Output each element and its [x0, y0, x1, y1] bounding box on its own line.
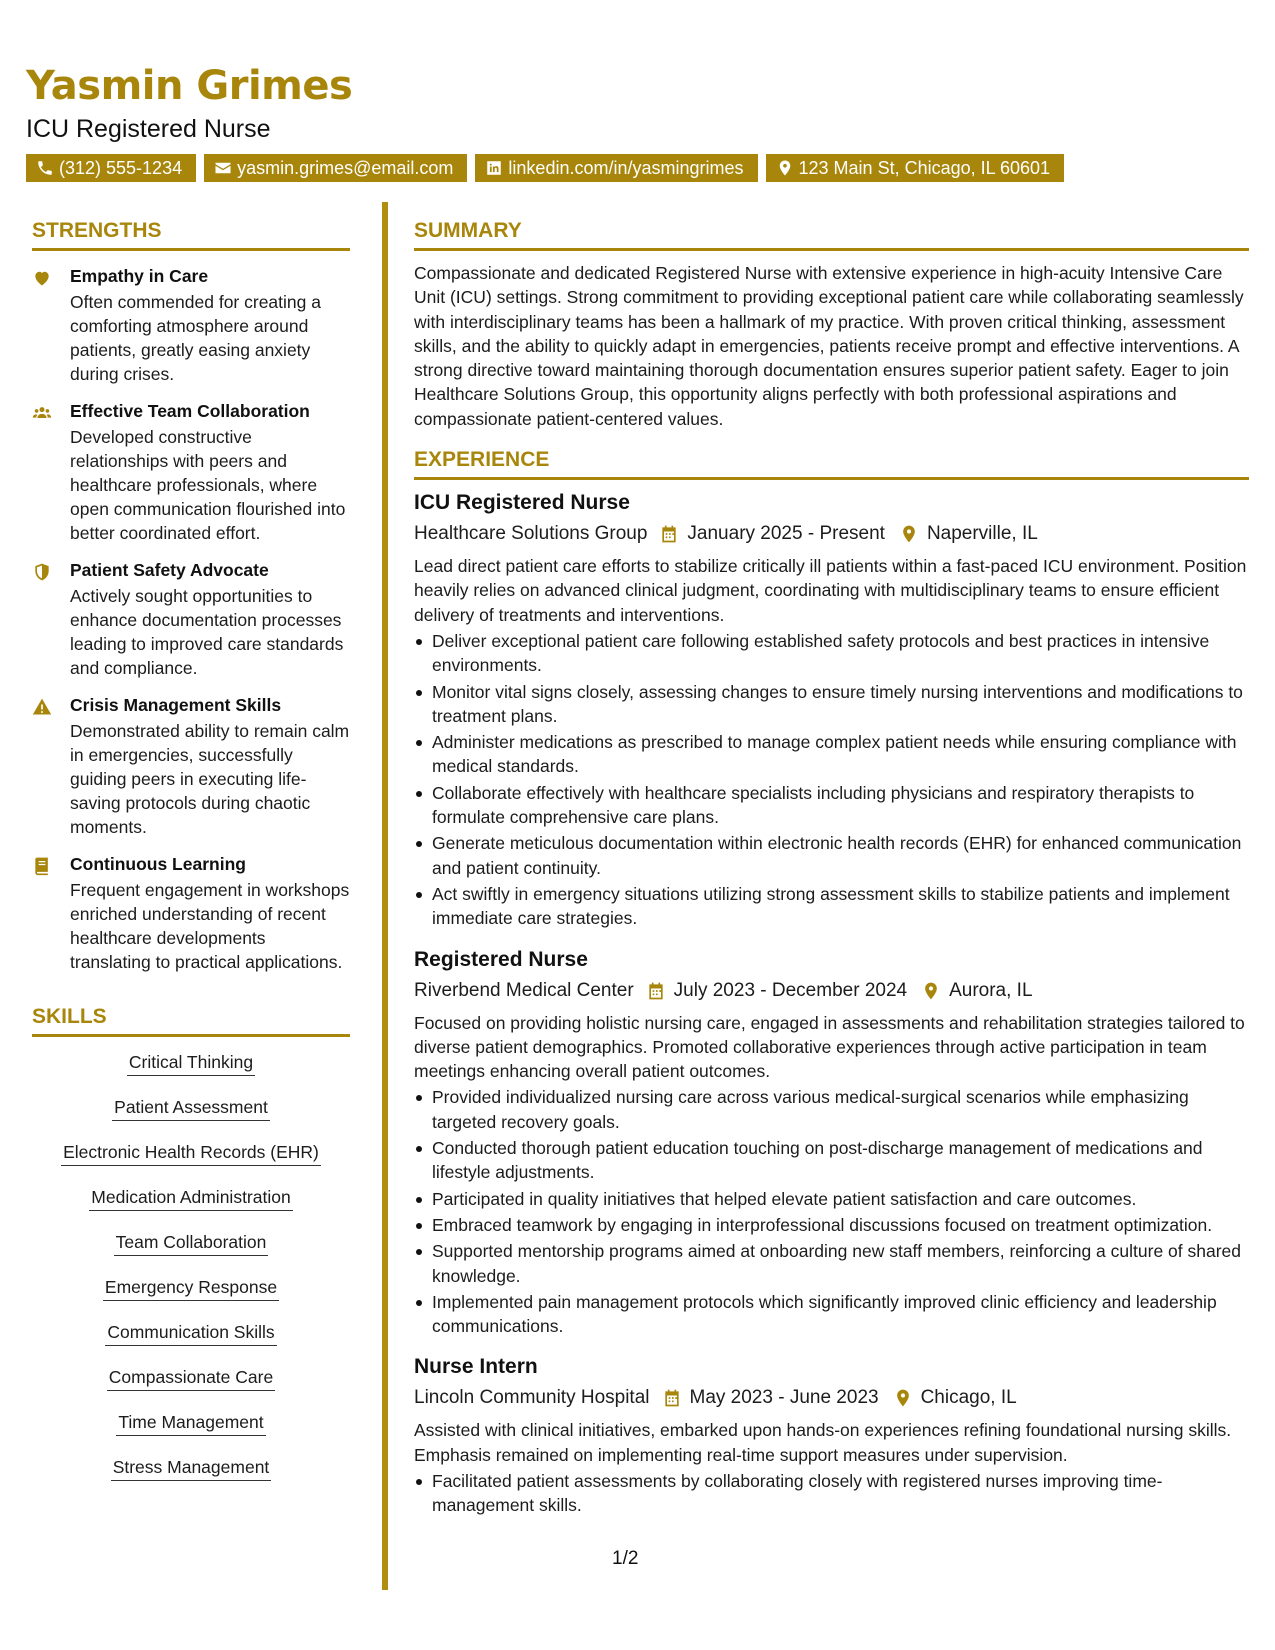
- strengths-heading: STRENGTHS: [32, 218, 350, 251]
- job-meta: [414, 1385, 1249, 1411]
- column-divider: [382, 202, 388, 1590]
- job-bullet: Participated in quality initiatives that helped elevate patient satisfaction and care outcomes.: [414, 1187, 1249, 1211]
- job-bullet: Monitor vital signs closely, assessing changes to ensure timely nursing interventions and modifications to treatment plans.: [414, 680, 1249, 729]
- job-role: ICU Registered Nurse: [414, 491, 630, 515]
- job-company: Riverbend Medical Center: [414, 979, 634, 1001]
- warning-icon: [32, 697, 52, 717]
- job-meta: [414, 521, 1249, 547]
- job-description: Lead direct patient care efforts to stabilize critically ill patients within a fast-paced ICU environment. Position heavily relies on advanced clinical judgment, coordinating with multidisciplinary teams to ensure efficient delivery of treatments and interventions.: [414, 556, 1247, 625]
- contact-linkedin[interactable]: [475, 154, 757, 182]
- summary-text: Compassionate and dedicated Registered Nurse with extensive experience in high-acuity Intensive Care Unit (ICU) settings. Strong commitment to providing exceptional patient care while collaborating seamlessly with interdisciplinary teams has been a hallmark of my practice. With proven critical thinking, assessment skills, and the ability to quickly adapt in emergencies, patients receive prompt and effective interventions. A strong directive toward maintaining thorough documentation ensures superior patient safety. Eager to join Healthcare Solutions Group, this opportunity aligns perfectly with both professional aspirations and compassionate patient-centered values.: [414, 263, 1244, 429]
- job-bullets: [414, 629, 1249, 931]
- skill-item: Emergency Response: [32, 1276, 350, 1301]
- strength-item: [32, 559, 350, 680]
- heart-icon: [32, 268, 52, 288]
- job-meta: [414, 978, 1249, 1004]
- right-column: [414, 218, 1249, 1520]
- job-bullet: Provided individualized nursing care across various medical-surgical scenarios while emphasizing targeted recovery goals.: [414, 1085, 1249, 1134]
- skill-item: Compassionate Care: [32, 1366, 350, 1391]
- job-role: Nurse Intern: [414, 1355, 538, 1379]
- job-bullet: Conducted thorough patient education touching on post-discharge management of medications and lifestyle adjustments.: [414, 1136, 1249, 1185]
- strength-name: Effective Team Collaboration: [70, 401, 310, 421]
- experience-heading: EXPERIENCE: [414, 447, 1249, 480]
- skill-item: Medication Administration: [32, 1186, 350, 1211]
- contact-email[interactable]: [204, 154, 467, 182]
- contact-phone[interactable]: [26, 154, 196, 182]
- skill-item: Communication Skills: [32, 1321, 350, 1346]
- job-bullet: Collaborate effectively with healthcare specialists including physicians and respiratory therapists to formulate comprehensive care plans.: [414, 781, 1249, 830]
- job-bullet: Generate meticulous documentation within electronic health records (EHR) for enhanced communication and patient continuity.: [414, 831, 1249, 880]
- contact-bar: [26, 154, 1246, 182]
- job-dates: January 2025 - Present: [687, 523, 885, 545]
- job-entry: [414, 1354, 1249, 1517]
- skills-list: [32, 1051, 350, 1481]
- job-bullets: [414, 1469, 1249, 1518]
- book-icon: [32, 856, 52, 876]
- job-entry: [414, 490, 1249, 930]
- job-description: Focused on providing holistic nursing care, engaged in assessments and rehabilitation strategies tailored to diverse patient demographics. Promoted collaborative experiences through active participation in team meetings enhancing overall patient outcomes.: [414, 1012, 1245, 1082]
- strength-desc: Demonstrated ability to remain calm in emergencies, successfully guiding peers in executing life-saving protocols during chaotic moments.: [70, 721, 350, 837]
- skills-heading: SKILLS: [32, 1004, 350, 1037]
- contact-phone-text: (312) 555-1234: [59, 158, 183, 178]
- candidate-title: ICU Registered Nurse: [26, 115, 271, 143]
- job-location: Naperville, IL: [926, 523, 1038, 545]
- users-icon: [32, 403, 52, 423]
- strength-desc: Developed constructive relationships with peers and healthcare professionals, where open communication flourished into better coordinated effort.: [70, 427, 346, 543]
- job-location: Aurora, IL: [949, 979, 1033, 1001]
- job-bullets: [414, 1085, 1249, 1338]
- strength-item: [32, 853, 350, 974]
- job-company: Healthcare Solutions Group: [414, 523, 648, 545]
- calendar-icon: [662, 1388, 682, 1408]
- contact-address-text: 123 Main St, Chicago, IL 60601: [798, 158, 1051, 178]
- strength-item: [32, 694, 350, 839]
- shield-icon: [32, 562, 52, 582]
- map-marker-icon: [899, 524, 919, 544]
- skill-item: Time Management: [32, 1411, 350, 1436]
- strength-name: Empathy in Care: [70, 266, 209, 286]
- strength-desc: Actively sought opportunities to enhance documentation processes leading to improved care standards and compliance.: [70, 586, 344, 678]
- resume-header: [26, 60, 1246, 182]
- job-bullet: Act swiftly in emergency situations utilizing strong assessment skills to stabilize patients and implement immediate care strategies.: [414, 882, 1249, 931]
- job-company: Lincoln Community Hospital: [414, 1387, 650, 1409]
- job-bullet: Facilitated patient assessments by collaborating closely with registered nurses improving time-management skills.: [414, 1469, 1249, 1518]
- contact-address[interactable]: [766, 154, 1065, 182]
- job-bullet: Embraced teamwork by engaging in interprofessional discussions focused on treatment optimization.: [414, 1213, 1249, 1237]
- strength-item: [32, 265, 350, 386]
- page-indicator: 1/2: [612, 1548, 639, 1569]
- job-bullet: Administer medications as prescribed to manage complex patient needs while ensuring compliance with medical standards.: [414, 730, 1249, 779]
- skill-item: Critical Thinking: [32, 1051, 350, 1076]
- candidate-name: Yasmin Grimes: [26, 63, 353, 109]
- job-entry: [414, 947, 1249, 1339]
- skill-item: Team Collaboration: [32, 1231, 350, 1256]
- job-bullet: Supported mentorship programs aimed at onboarding new staff members, reinforcing a culture of shared knowledge.: [414, 1239, 1249, 1288]
- contact-email-text: yasmin.grimes@email.com: [237, 158, 454, 178]
- map-marker-icon: [921, 981, 941, 1001]
- linkedin-icon: [485, 159, 503, 177]
- left-column: [32, 218, 350, 1501]
- skill-item: Electronic Health Records (EHR): [32, 1141, 350, 1166]
- strength-name: Patient Safety Advocate: [70, 560, 269, 580]
- job-bullet: Implemented pain management protocols which significantly improved clinic efficiency and leadership communications.: [414, 1290, 1249, 1339]
- phone-icon: [36, 159, 54, 177]
- strength-item: [32, 400, 350, 545]
- strength-desc: Frequent engagement in workshops enriched understanding of recent healthcare developments translating to practical applications.: [70, 880, 350, 972]
- calendar-icon: [646, 981, 666, 1001]
- job-role: Registered Nurse: [414, 947, 588, 971]
- skill-item: Patient Assessment: [32, 1096, 350, 1121]
- map-marker-icon: [893, 1388, 913, 1408]
- job-description: Assisted with clinical initiatives, embarked upon hands-on experiences refining foundational nursing skills. Emphasis remained on implementing real-time support measures under supervision.: [414, 1420, 1232, 1465]
- job-bullet: Deliver exceptional patient care following established safety protocols and best practices in intensive environments.: [414, 629, 1249, 678]
- job-dates: July 2023 - December 2024: [673, 979, 908, 1001]
- summary-heading: SUMMARY: [414, 218, 1249, 251]
- envelope-icon: [214, 159, 232, 177]
- strength-desc: Often commended for creating a comforting atmosphere around patients, greatly easing anxiety during crises.: [70, 292, 321, 384]
- map-marker-icon: [776, 159, 794, 177]
- calendar-icon: [659, 524, 679, 544]
- job-location: Chicago, IL: [920, 1387, 1017, 1409]
- contact-linkedin-text: linkedin.com/in/yasmingrimes: [508, 158, 744, 178]
- strength-name: Crisis Management Skills: [70, 695, 282, 715]
- job-dates: May 2023 - June 2023: [689, 1387, 879, 1409]
- strength-name: Continuous Learning: [70, 854, 246, 874]
- skill-item: Stress Management: [32, 1456, 350, 1481]
